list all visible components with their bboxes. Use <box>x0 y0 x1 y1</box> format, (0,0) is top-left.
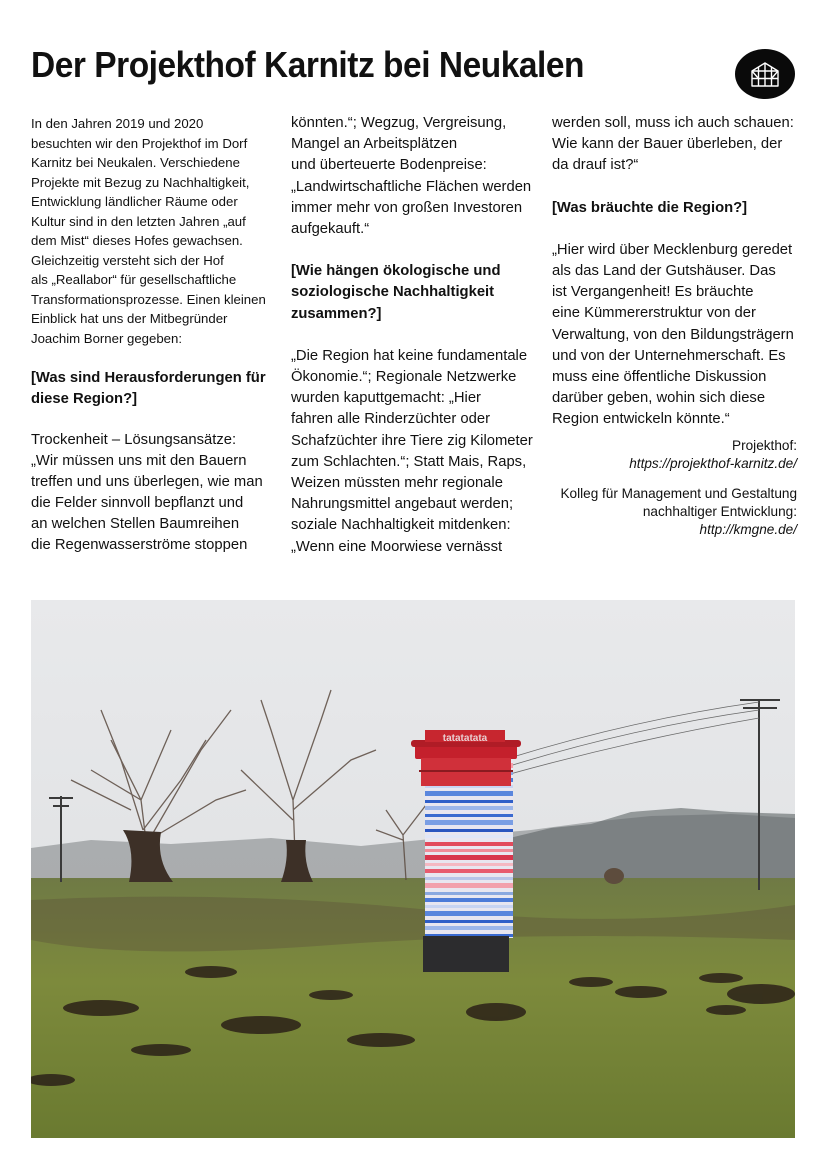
text-line: als „Reallabor“ für gesellschaftliche <box>31 272 237 287</box>
svg-text:tatatatata: tatatatata <box>442 733 488 744</box>
text-line: besuchten wir den Projekthof im Dorf <box>31 135 248 151</box>
answer-paragraph <box>31 430 275 556</box>
text-line: und von der Unternehmerschaft. Es <box>552 347 786 364</box>
text-line: Region entwickeln könnte.“ <box>552 411 730 428</box>
intro-paragraph <box>31 114 275 348</box>
link1-label: Projekthof: <box>732 437 797 453</box>
text-line: Trockenheit – Lösungsansätze: <box>31 432 237 448</box>
striped-pillar <box>411 730 521 972</box>
link2-label-line: Kolleg für Management und Gestaltung <box>560 485 797 501</box>
text-line: „Wir müssen uns mit den Bauern <box>31 453 247 469</box>
text-line: Joachim Borner gegeben: <box>31 330 183 346</box>
text-line: und überteuerte Bodenpreise: <box>291 157 487 174</box>
text-line: könnten.“; Wegzug, Vergreisung, <box>291 115 507 131</box>
text-line: immer mehr von großen Investoren <box>291 199 523 216</box>
question-heading <box>291 261 537 325</box>
text-column-3 <box>552 113 797 539</box>
answer-paragraph <box>552 240 797 431</box>
text-line: Verwaltung, von den Bildungsträgern <box>552 326 794 343</box>
greenhouse-icon <box>749 59 781 89</box>
answer-paragraph <box>552 113 797 177</box>
kmgne-link[interactable]: http://kmgne.de/ <box>699 521 797 537</box>
logo <box>735 49 795 99</box>
text-line: dem Mist“ dieses Hofes gewachsen. <box>31 233 243 248</box>
answer-paragraph <box>291 346 537 558</box>
text-line: [Wie hängen ökologische und <box>291 263 501 280</box>
text-line: Transformationsprozesse. Einen kleinen <box>31 291 266 307</box>
text-line: wurden kaputtgemacht: „Hier <box>291 390 481 407</box>
text-line: „Hier wird über Mecklenburg geredet <box>552 241 793 258</box>
text-line: diese Region?] <box>31 391 138 407</box>
photo-field-with-pillar <box>31 600 795 1138</box>
text-line: [Was sind Herausforderungen für <box>31 370 266 386</box>
text-column-1 <box>31 114 275 556</box>
text-line: an welchen Stellen Baumreihen <box>31 516 240 532</box>
question-heading <box>31 368 275 410</box>
text-line: „Landwirtschaftliche Flächen werden <box>291 178 532 195</box>
text-line: soziologische Nachhaltigkeit <box>291 284 495 301</box>
text-line: „Wenn eine Moorwiese vernässt <box>291 538 503 555</box>
text-line: zusammen?] <box>291 305 382 322</box>
text-line: Einblick hat uns der Mitbegründer <box>31 311 228 326</box>
text-line: Ökonomie.“; Regionale Netzwerke <box>291 369 517 386</box>
text-column-2 <box>291 113 537 558</box>
text-line: darüber geben, wohin sich diese <box>552 390 766 407</box>
links-block <box>552 437 797 539</box>
text-line: Entwicklung ländlicher Räume oder <box>31 194 238 209</box>
text-line: ist Vergangenheit! Es bräuchte <box>552 284 754 301</box>
text-line: die Felder sinnvoll bepflanzt und <box>31 495 244 511</box>
text-line: „Die Region hat keine fundamentale <box>291 347 528 364</box>
text-line: als das Land der Gutshäuser. Das <box>552 263 776 280</box>
projekthof-link[interactable]: https://projekthof-karnitz.de/ <box>629 455 797 471</box>
text-line: Kultur sind in den letzten Jahren „auf <box>31 213 246 229</box>
text-line: da drauf ist?“ <box>552 157 639 174</box>
text-line: die Regenwasserströme stoppen <box>31 537 248 553</box>
text-line: Wie kann der Bauer überleben, der <box>552 136 783 153</box>
text-line: Weizen müssten mehr regionale <box>291 475 503 492</box>
text-line: Mangel an Arbeitsplätzen <box>291 136 458 153</box>
text-line: [Was bräuchte die Region?] <box>552 199 748 216</box>
text-line: treffen und uns überlegen, wie man <box>31 474 263 490</box>
text-line: fahren alle Rinderzüchter oder <box>291 411 491 428</box>
text-line: In den Jahren 2019 und 2020 <box>31 116 204 131</box>
text-line: Nahrungsmittel angebaut werden; <box>291 496 514 513</box>
answer-paragraph <box>291 113 537 240</box>
page-title: Der Projekthof Karnitz bei Neukalen <box>31 44 585 85</box>
text-line: zum Schlachten.“; Statt Mais, Raps, <box>291 453 527 470</box>
text-line: werden soll, muss ich auch schauen: <box>552 115 794 131</box>
text-line: soziale Nachhaltigkeit mitdenken: <box>291 517 511 534</box>
photo-illustration <box>31 600 795 1138</box>
text-line: Gleichzeitig versteht sich der Hof <box>31 252 224 268</box>
text-line: Schafzüchter ihre Tiere zig Kilometer <box>291 432 533 449</box>
text-line: eine Kümmererstruktur von der <box>552 305 756 322</box>
text-line: Karnitz bei Neukalen. Verschiedene <box>31 155 240 170</box>
link2-label-line: nachhaltiger Entwicklung: <box>642 503 797 519</box>
text-line: aufgekauft.“ <box>291 221 370 238</box>
question-heading <box>552 198 797 219</box>
text-line: muss eine öffentliche Diskussion <box>552 369 767 386</box>
text-line: Projekte mit Bezug zu Nachhaltigkeit, <box>31 174 250 190</box>
